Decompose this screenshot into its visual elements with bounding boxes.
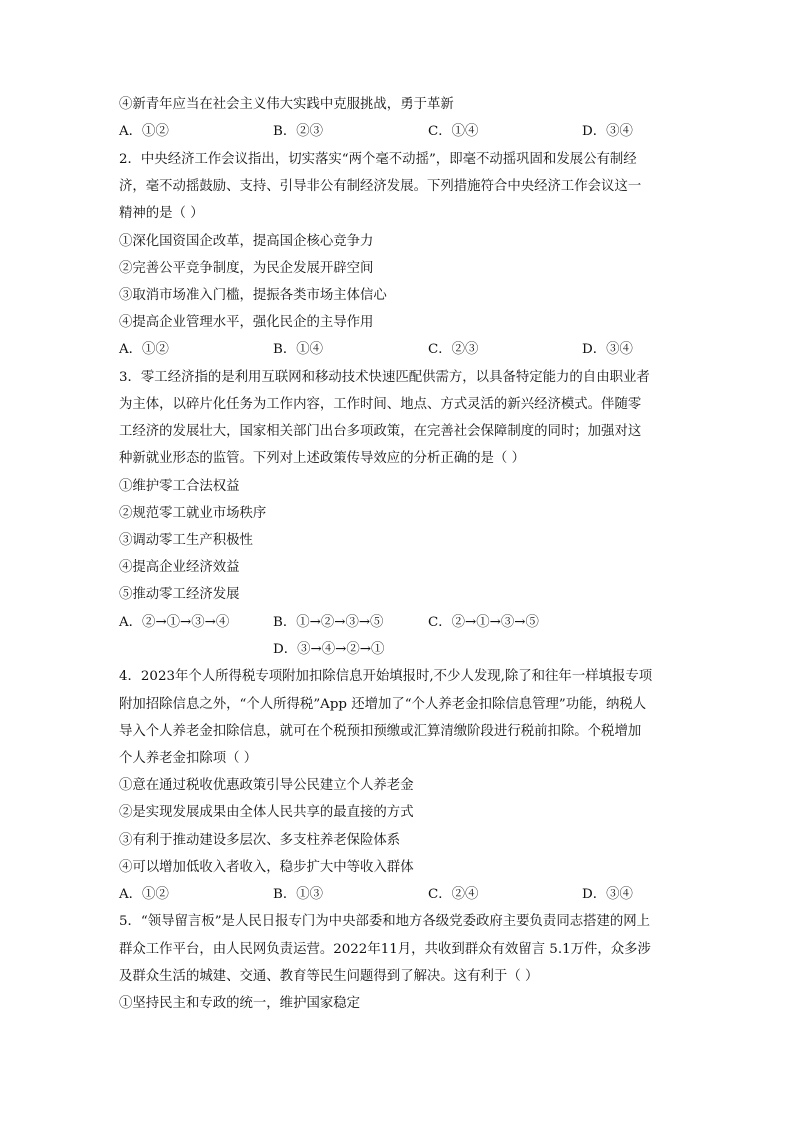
q2-item-2: ②完善公平竞争制度，为民企发展开辟空间	[119, 261, 374, 276]
q4-options	[119, 885, 699, 905]
q1-item-4: ④新青年应当在社会主义伟大实践中克服挑战，勇于革新	[119, 97, 454, 112]
q2-option-b[interactable]: B．①④	[273, 342, 324, 357]
q2-item-4: ④提高企业管理水平，强化民企的主导作用	[119, 315, 374, 330]
q2-option-c[interactable]: C．②③	[428, 342, 479, 357]
q5-stem-line-2: 群众工作平台，由人民网负责运营。2022年11月，共收到群众有效留言 5.1万件，众多涉	[119, 942, 651, 957]
q4-item-2: ②是实现发展成果由全体人民共享的最直接的方式	[119, 805, 414, 820]
q1-option-a[interactable]: A．①②	[119, 124, 169, 139]
q2-options	[119, 340, 699, 360]
q5-stem-line-1: 5．“领导留言板”是人民日报专门为中央部委和地方各级党委政府主要负责同志搭建的网上	[119, 914, 651, 929]
q4-item-1: ①意在通过税收优惠政策引导公民建立个人养老金	[119, 778, 414, 793]
q4-option-b[interactable]: B．①③	[273, 887, 324, 902]
q4-stem-line-1: 4．2023年个人所得税专项附加扣除信息开始填报时,不少人发现,除了和往年一样填报专项	[119, 669, 653, 684]
q4-item-4: ④可以增加低收入者收入，稳步扩大中等收入群体	[119, 860, 414, 875]
q1-options	[119, 122, 699, 142]
q1-option-d[interactable]: D．③④	[582, 124, 633, 139]
q4-stem-line-4: 个人养老金扣除项（ ）	[119, 751, 258, 766]
q1-option-c[interactable]: C．①④	[428, 124, 479, 139]
q3-item-1: ①维护零工合法权益	[119, 479, 240, 494]
q1-option-b[interactable]: B．②③	[273, 124, 324, 139]
q2-stem-line-3: 精神的是（ ）	[119, 206, 204, 221]
q4-stem-line-3: 导入个人养老金扣除信息，就可在个税预扣预缴或汇算清缴阶段进行税前扣除。个税增加	[119, 724, 642, 739]
q2-stem-line-1: 2．中央经济工作会议指出，切实落实“两个毫不动摇”，即毫不动摇巩固和发展公有制经	[119, 152, 637, 167]
q3-stem-line-1: 3．零工经济指的是利用互联网和移动技术快速匹配供需方，以具备特定能力的自由职业者	[119, 370, 650, 385]
q2-item-3: ③取消市场准入门槛，提振各类市场主体信心	[119, 288, 387, 303]
q3-option-b[interactable]: B．①→②→③→⑤	[273, 615, 384, 630]
q3-stem-line-3: 工经济的发展壮大，国家相关部门出台多项政策，在完善社会保障制度的同时；加强对这	[119, 424, 642, 439]
q3-option-c[interactable]: C．②→①→③→⑤	[428, 615, 539, 630]
q3-item-2: ②规范零工就业市场秩序	[119, 506, 267, 521]
q3-options-row-1	[119, 613, 699, 633]
q2-option-d[interactable]: D．③④	[582, 342, 633, 357]
q3-item-3: ③调动零工生产积极性	[119, 533, 253, 548]
q4-stem-line-2: 附加招除信息之外，“个人所得税”App 还增加了“个人养老金扣除信息管理”功能，纳税人	[119, 697, 647, 712]
q3-stem-line-4: 种新就业形态的监管。下列对上述政策传导效应的分析正确的是（ ）	[119, 451, 525, 466]
q3-stem-line-2: 为主体，以碎片化任务为工作内容，工作时间、地点、方式灵活的新兴经济模式。伴随零	[119, 397, 642, 412]
q3-option-d[interactable]: D．③→④→②→①	[273, 642, 385, 657]
q5-stem-line-3: 及群众生活的城建、交通、教育等民生问题得到了解决。这有利于（ ）	[119, 969, 539, 984]
q2-option-a[interactable]: A．①②	[119, 342, 169, 357]
q4-option-d[interactable]: D．③④	[582, 887, 633, 902]
q2-item-1: ①深化国资国企改革，提高国企核心竞争力	[119, 234, 374, 249]
q4-option-a[interactable]: A．①②	[119, 887, 169, 902]
q3-item-4: ④提高企业经济效益	[119, 560, 240, 575]
q3-item-5: ⑤推动零工经济发展	[119, 587, 240, 602]
q4-option-c[interactable]: C．②④	[428, 887, 479, 902]
q2-stem-line-2: 济，毫不动摇鼓励、支持、引导非公有制经济发展。下列措施符合中央经济工作会议这一	[119, 179, 642, 194]
q4-item-3: ③有利于推动建设多层次、多支柱养老保险体系	[119, 833, 401, 848]
q5-item-1: ①坚持民主和专政的统一，维护国家稳定	[119, 996, 361, 1011]
q3-option-a[interactable]: A．②→①→③→④	[119, 615, 230, 630]
q3-options-row-2	[119, 640, 699, 660]
